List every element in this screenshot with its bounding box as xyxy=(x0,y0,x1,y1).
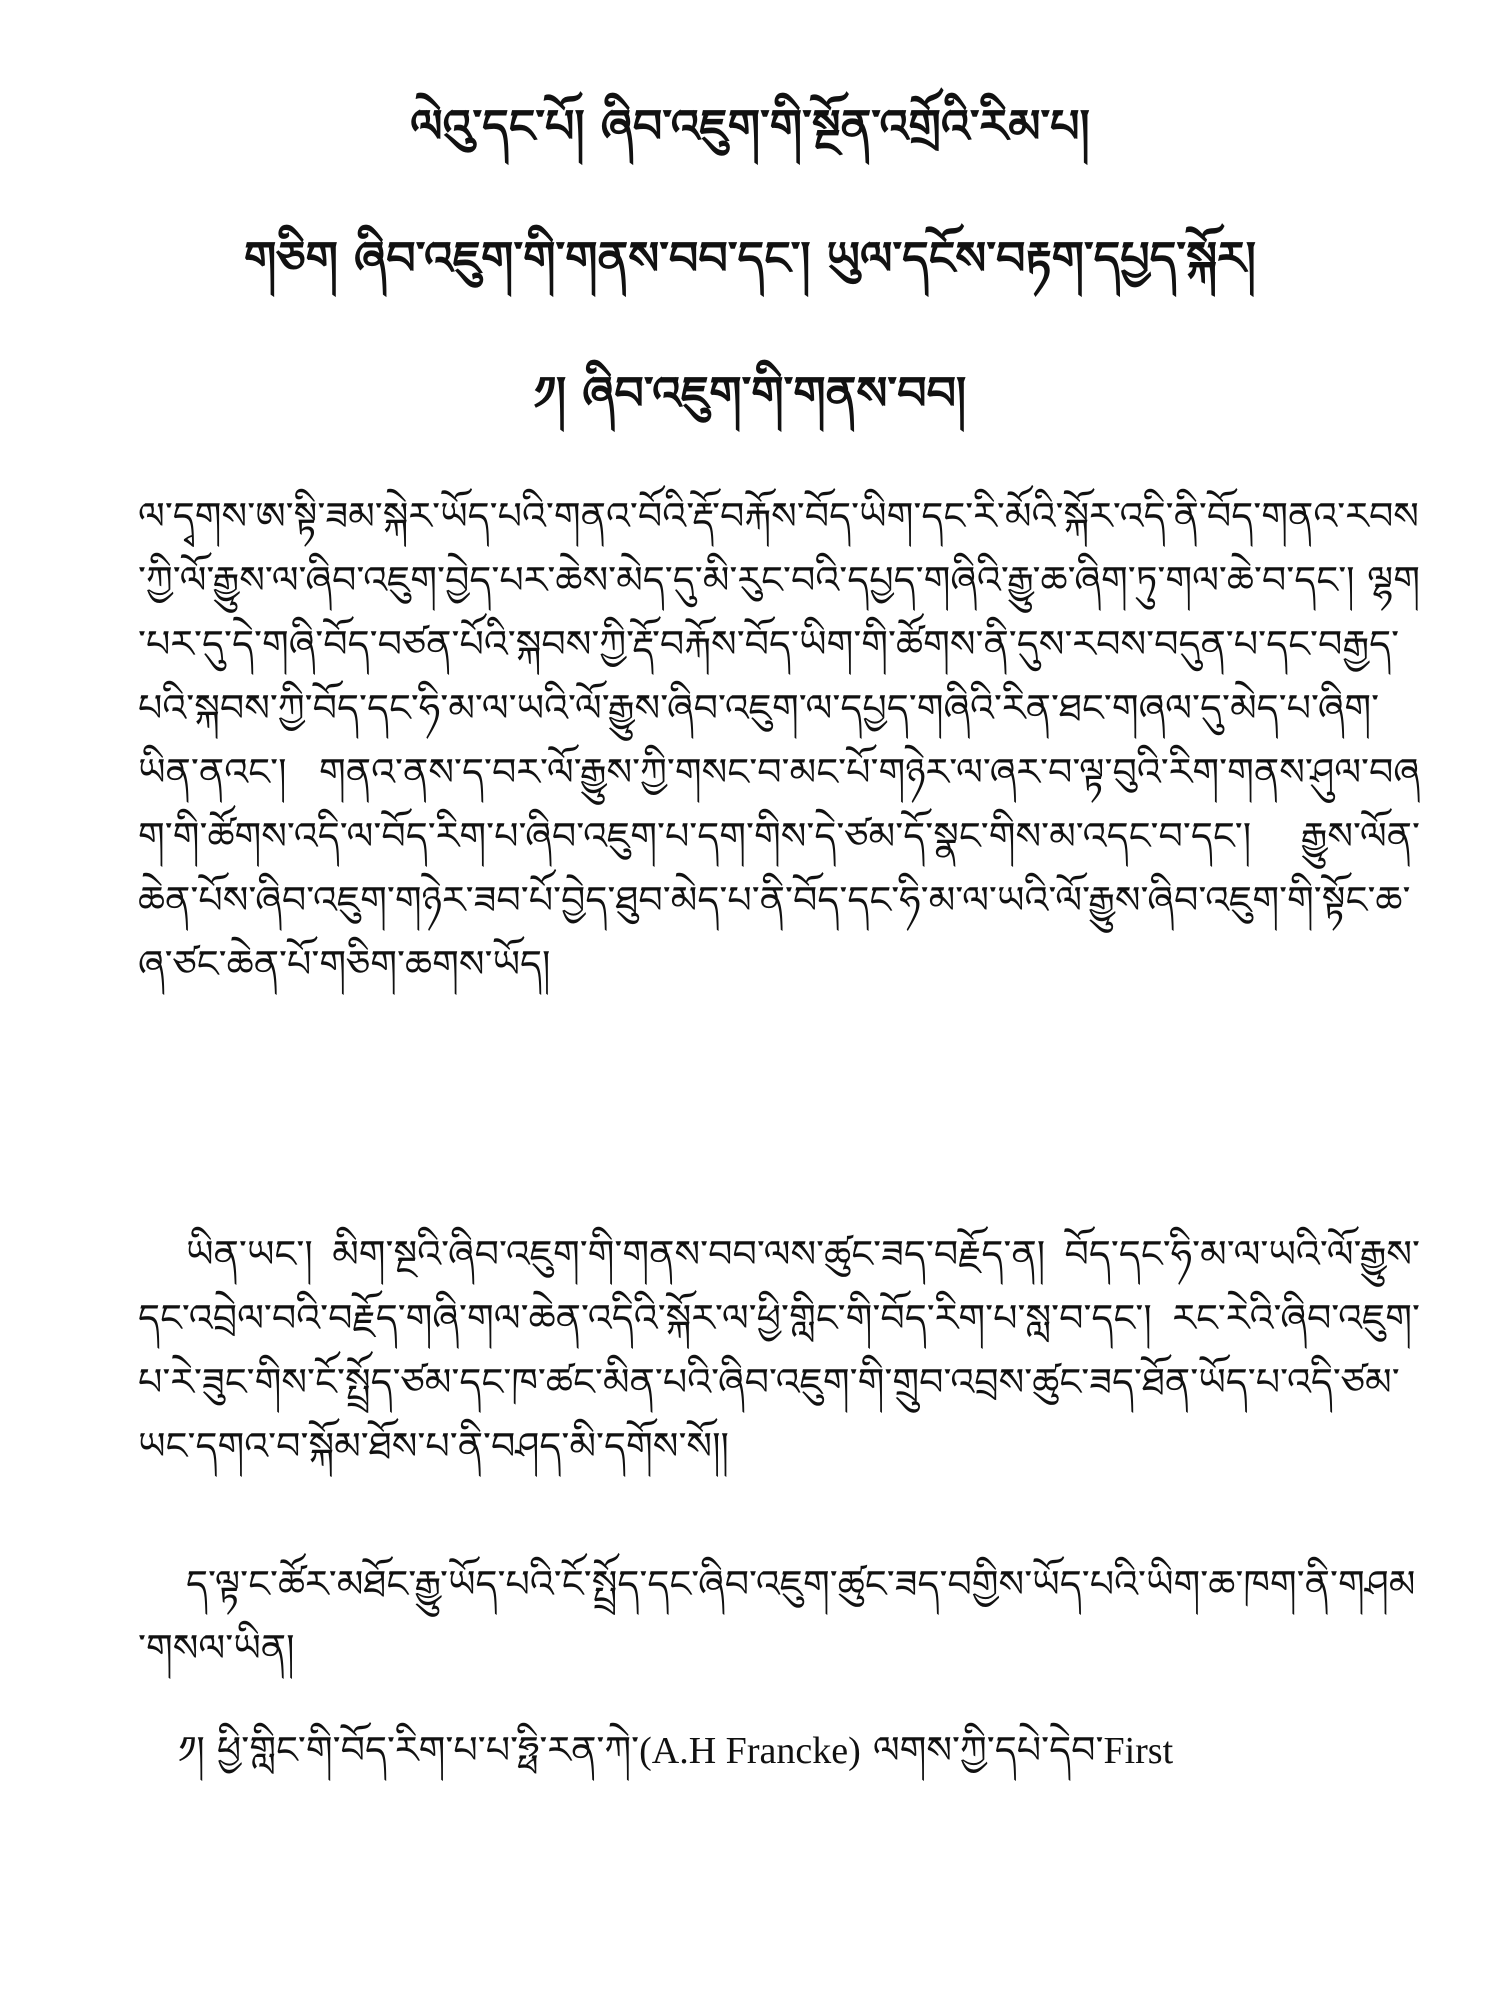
footnote-tibetan-prefix: ༡། ཕྱི་གླིང་གི་བོད་རིག་པ་པ་ཧྥི་རན་ཀེ་ xyxy=(178,1728,640,1772)
footnote-latin-tail: First xyxy=(1103,1730,1174,1772)
section-title: གཅིག ཞིབ་འཇུག་གི་གནས་བབ་དང་། ཡུལ་དངོས་བརྟག་དཔྱད་སྐོར། xyxy=(244,231,1256,285)
footnote-line xyxy=(138,1718,1420,1783)
chapter-title: ལེའུ་དང་པོ། ཞིབ་འཇུག་གི་སྔོན་འགྲོའི་རིམ་པ། xyxy=(410,99,1090,153)
subsection-title: ༡། ཞིབ་འཇུག་གི་གནས་བབ། xyxy=(533,366,967,420)
footnote-tibetan-suffix: ལགས་ཀྱི་དཔེ་དེབ་ xyxy=(860,1728,1104,1772)
body-paragraph-3: ད་ལྟ་ང་ཚོར་མཐོང་རྒྱུ་ཡོད་པའི་ངོ་སྤྲོད་དང་ཞིབ་འཇུག་ཚུང་ཟད་བགྱིས་ཡོད་པའི་ཡིག་ཆ་ཁག་ནི་གཤམ་གསལ་ཡིན། xyxy=(138,1562,1416,1670)
footnote-author-name: (A.H Francke) xyxy=(639,1730,861,1772)
body-paragraph-2: ཡིན་ཡང་། མིག་སྔའི་ཞིབ་འཇུག་གི་གནས་བབ་ལས་ཚུང་ཟད་བརྗོད་ན། བོད་དང་ཧི་མ་ལ་ཡའི་ལོ་རྒྱུས་དང་འབྲེལ་བའི་བརྗོད་གཞི་གལ་ཆེན་འདིའི་སྐོར་ལ་ཕྱི་གླིང་གི་བོད་རིག་པ་སླ་བ་དང་། རང་རེའི་ཞིབ་འཇུག་པ་རེ་ཟུང་གིས་ངོ་སྤྲོད་ཙམ་དང་ཁ་ཚང་མིན་པའི་ཞིབ་འཇུག་གི་གྲུབ་འབྲས་ཚུང་ཟད་ཐོན་ཡོད་པ་འདི་ཙམ་ཡང་དགའ་བ་སྐོམ་ཐོས་པ་ནི་བཤད་མི་དགོས་སོ།། xyxy=(138,1232,1420,1468)
body-paragraph-1: ལ་དྭགས་ཨ་སྟི་ཟམ་སྐེར་ཡོད་པའི་གནའ་བོའི་རྡོ་བརྐོས་བོད་ཡིག་དང་རི་མོའི་སྐོར་འདི་ནི་བོད་གནའ་རབས་ཀྱི་ལོ་རྒྱུས་ལ་ཞིབ་འཇུག་བྱེད་པར་ཆེས་མེད་དུ་མི་རུང་བའི་དཔྱད་གཞིའི་རྒྱུ་ཆ་ཞིག་ཏུ་གལ་ཆེ་བ་དང་། ལྷག་པར་དུ་དེ་གཞི་བོད་བཙན་པོའི་སྐབས་ཀྱི་རྡོ་བརྐོས་བོད་ཡིག་གི་ཚོགས་ནི་དུས་རབས་བདུན་པ་དང་བརྒྱད་པའི་སྐབས་ཀྱི་བོད་དང་ཧི་མ་ལ་ཡའི་ལོ་རྒྱུས་ཞིབ་འཇུག་ལ་དཔྱད་གཞིའི་རིན་ཐང་གཞལ་དུ་མེད་པ་ཞིག་ཡིན་ནའང་། གནའ་ནས་ད་བར་ལོ་རྒྱུས་ཀྱི་གསང་བ་མང་པོ་གཉེར་ལ་ཞར་བ་ལྟ་བུའི་རིག་གནས་ཤུལ་བཞག་གི་ཚོགས་འདི་ལ་བོད་རིག་པ་ཞིབ་འཇུག་པ་དག་གིས་དེ་ཙམ་དོ་སྣང་གིས་མ་འདང་བ་དང་། རྒྱུས་ལོན་ཆེན་པོས་ཞིབ་འཇུག་གཉེར་ཟབ་པོ་བྱེད་ཐུབ་མེད་པ་ནི་བོད་དང་ཧི་མ་ལ་ཡའི་ལོ་རྒྱུས་ཞིབ་འཇུག་གི་སྟོང་ཆ་ཞ་ཙང་ཆེན་པོ་གཅིག་ཆགས་ཡོད། xyxy=(138,494,1420,986)
